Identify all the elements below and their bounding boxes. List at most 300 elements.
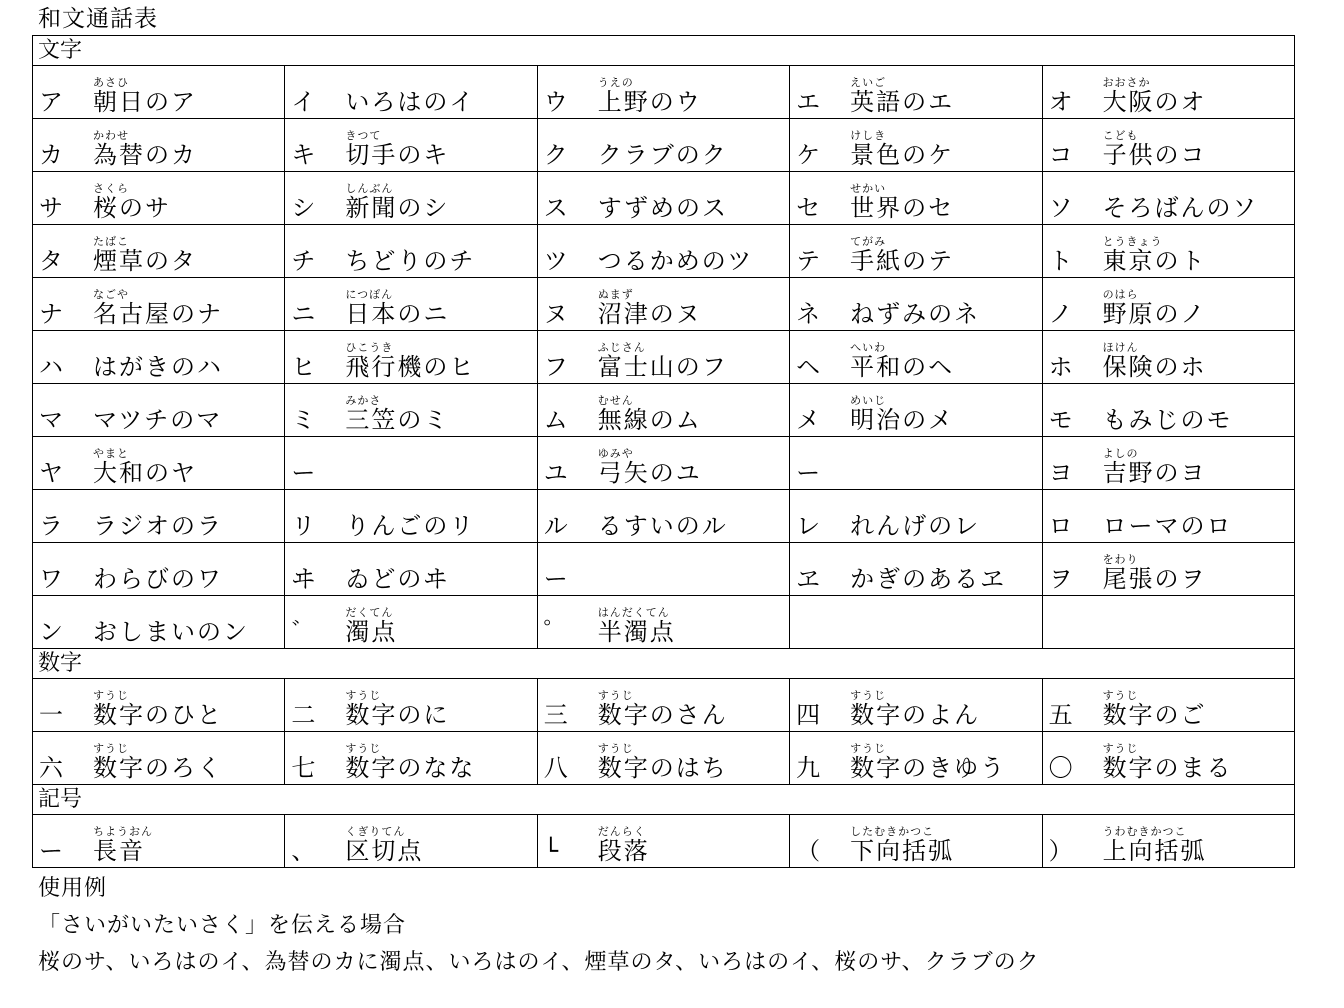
code-cell [1042,437,1294,490]
kana-character: キ [291,141,316,169]
code-word: 数字のろく [93,754,223,782]
kana-character: ） [1048,837,1073,865]
code-cell [1042,119,1294,172]
code-word-group [93,76,197,117]
code-cell [537,596,789,649]
code-word: 野原のノ [1102,300,1207,328]
kana-character: エ [796,88,821,116]
kana-character: ス [543,194,568,222]
code-word: 東京のト [1102,247,1207,275]
code-word-group [1102,341,1207,382]
kana-character: リ [291,512,316,540]
code-word-group [93,288,223,329]
code-word-group [345,689,450,730]
table-row [33,437,1295,490]
code-word: 景色のケ [850,141,955,169]
code-word: 数字のまる [1102,754,1233,782]
code-word: 大阪のオ [1102,88,1207,116]
code-word: 大和のヤ [93,459,197,487]
kana-character: ア [39,88,63,116]
kana-character: ツ [543,247,568,275]
furigana-reading: うえの [597,76,634,89]
code-cell [790,384,1042,437]
furigana-reading: みかさ [345,394,382,407]
code-cell [790,331,1042,384]
code-cell [285,331,537,384]
code-word-group [597,76,702,117]
code-word: 切手のキ [345,141,450,169]
code-word: 為替のカ [93,141,197,169]
code-cell [1042,596,1294,649]
code-cell [790,225,1042,278]
code-word: はがきのハ [93,353,223,381]
code-cell [1042,679,1294,732]
kana-character: ム [543,406,568,434]
code-word-group [345,288,450,329]
code-word-group [1103,405,1233,435]
code-word-group [93,405,222,435]
kana-character: ヌ [543,300,568,328]
code-cell [537,815,789,868]
kana-character: ル [543,512,568,540]
code-word: 下向括弧 [850,837,955,865]
code-cell [537,331,789,384]
code-cell [790,679,1042,732]
table-row [33,679,1295,732]
code-word-group [93,825,153,866]
furigana-reading: こども [1102,129,1139,142]
code-cell [537,543,789,596]
code-cell [33,596,285,649]
kana-character: ユ [543,459,568,487]
table-row [33,119,1295,172]
code-word-group [1102,825,1207,866]
code-word-group [850,341,955,382]
kana-character: （ [796,837,821,865]
code-cell [790,278,1042,331]
code-word-group [598,511,728,541]
kana-character: タ [39,247,63,275]
table-row [33,331,1295,384]
table-row [33,543,1295,596]
code-word: つるかめのツ [597,247,754,275]
code-word-group [93,742,223,783]
code-cell [33,331,285,384]
code-word-group [1102,76,1207,117]
code-word-group [345,246,475,276]
furigana-reading: ふじさん [597,341,646,354]
kana-character: ウ [543,88,568,116]
code-word-group [345,394,450,435]
furigana-reading: むせん [597,394,634,407]
code-cell [537,225,789,278]
furigana-reading: へいわ [850,341,887,354]
code-word: 上野のウ [597,88,702,116]
code-word-group [597,341,728,382]
code-word-group [850,76,955,117]
kana-character: イ [291,88,316,116]
furigana-reading: えいご [850,76,887,89]
code-word: 煙草のタ [93,247,197,275]
code-word: 濁点 [345,618,398,646]
code-word: 子供のコ [1102,141,1207,169]
code-word-group [597,447,702,488]
code-word-group [850,742,1007,783]
code-word-group [850,299,980,329]
table-row [33,278,1295,331]
furigana-reading: せかい [850,182,887,195]
kana-character: レ [796,512,821,540]
code-word: 吉野のヨ [1102,459,1207,487]
usage-example [38,870,1040,981]
code-cell [285,437,537,490]
code-word: 数字のなな [345,754,476,782]
kana-character: ヒ [291,353,316,381]
code-word-group [1102,129,1207,170]
code-cell [790,437,1042,490]
code-word: かぎのあるヱ [850,565,1007,593]
kana-character: 四 [796,701,821,729]
code-word: すずめのス [597,194,729,222]
kana-character: テ [796,247,821,275]
kana-character: チ [291,247,316,275]
code-word-group [93,447,197,488]
kana-character: ミ [291,406,316,434]
code-word-group [850,235,955,276]
furigana-reading: はんだくてん [597,606,670,619]
table-row [33,732,1295,785]
code-cell [1042,384,1294,437]
furigana-reading: のはら [1102,288,1139,301]
code-word: 上向括弧 [1102,837,1207,865]
code-word: 半濁点 [597,618,676,646]
kana-character: ロ [1048,512,1073,540]
code-word-group [850,511,980,541]
code-word-group [598,246,754,276]
code-word: 数字のはち [597,754,728,782]
code-word: 数字のご [1102,701,1207,729]
kana-character: フ [543,353,568,381]
code-cell [1042,66,1294,119]
code-word: れんげのレ [850,512,981,540]
kana-character: ト [1048,247,1073,275]
code-cell [285,384,537,437]
code-word: 世界のセ [850,194,955,222]
code-word: ラジオのラ [93,512,223,540]
code-word: るすいのル [597,512,728,540]
code-cell [790,66,1042,119]
code-word: 明治のメ [850,406,955,434]
code-cell [33,278,285,331]
kana-character: ヲ [1048,565,1073,593]
code-word: 数字のさん [597,701,728,729]
code-word-group [93,352,223,382]
furigana-reading: すうじ [345,689,382,702]
code-word-group [93,235,197,276]
furigana-reading: おおさか [1102,76,1151,89]
table-row [33,66,1295,119]
code-cell [285,732,537,785]
code-word: 段落 [597,837,650,865]
kana-character: ヘ [796,353,821,381]
code-word: 数字のきゆう [850,754,1007,782]
usage-spelled-text: 桜のサ、いろはのイ、為替のカに濁点、いろはのイ、煙草のタ、いろはのイ、桜のサ、クラブのク [38,950,1040,975]
furigana-reading: やまと [93,447,129,460]
code-cell [285,679,537,732]
code-cell [1042,543,1294,596]
code-word-group [345,87,475,117]
code-word-group [345,825,424,866]
code-word-group [345,129,450,170]
section-header-row [33,785,1295,815]
table-row [33,225,1295,278]
kana-character: 三 [543,701,568,729]
code-cell [537,384,789,437]
code-word-group [1103,511,1233,541]
code-cell [537,732,789,785]
section-header: 記号 [33,785,1295,815]
usage-heading: 使用例 [38,876,108,901]
code-word-group [850,564,1006,594]
furigana-reading: すうじ [1102,742,1139,755]
kana-character: マ [39,406,63,434]
kana-character: コ [1048,141,1073,169]
kana-character: ヨ [1048,459,1073,487]
code-cell [790,543,1042,596]
code-word-group [93,564,223,594]
code-cell [285,278,537,331]
kana-character: └ [543,837,559,865]
kana-character: ケ [796,141,821,169]
furigana-reading: すうじ [345,742,382,755]
page-title: 和文通話表 [38,6,158,32]
kana-character: 二 [291,701,316,729]
kana-character: ー [796,459,821,487]
code-word-group [93,129,197,170]
code-word-group [345,182,450,223]
kana-character: 一 [39,701,63,729]
code-word-group [597,825,650,866]
code-word: 富士山のフ [597,353,728,381]
code-word-group [1102,742,1233,783]
kana-character: 八 [543,754,568,782]
code-word: りんごのリ [345,512,476,540]
code-cell [537,437,789,490]
kana-character: ヱ [796,565,821,593]
code-word-group [345,341,476,382]
furigana-reading: をわり [1102,553,1139,566]
furigana-reading: ぬまず [597,288,634,301]
code-word-group [1102,288,1207,329]
code-word: 数字のよん [850,701,981,729]
kana-character: ハ [39,353,63,381]
code-cell [33,815,285,868]
code-word-group [93,182,171,223]
kana-character: メ [796,406,821,434]
code-word: 保険のホ [1102,353,1207,381]
code-word-group [93,511,223,541]
furigana-reading: したむきかつこ [850,825,935,838]
furigana-reading: すうじ [597,689,634,702]
furigana-reading: ひこうき [345,341,394,354]
code-word: 数字のひと [93,701,223,729]
kana-character: ソ [1048,194,1073,222]
code-word-group [345,564,449,594]
code-word: 英語のエ [850,88,955,116]
code-word-group [1102,235,1207,276]
code-cell [33,437,285,490]
code-cell [1042,490,1294,543]
code-cell [1042,732,1294,785]
code-word: いろはのイ [345,88,476,116]
kana-character: ナ [39,300,63,328]
furigana-reading: だんらく [597,825,646,838]
code-word: わらびのワ [93,565,223,593]
kana-character: モ [1048,406,1073,434]
kana-character: 七 [291,754,316,782]
kana-character: 五 [1048,701,1073,729]
code-word-group [345,606,398,647]
code-word: おしまいのン [93,618,249,646]
furigana-reading: しんぶん [345,182,394,195]
code-word-group [850,825,955,866]
kana-character: ネ [796,300,821,328]
code-cell [537,66,789,119]
furigana-reading: すうじ [93,689,129,702]
kana-character: シ [291,194,316,222]
code-cell [285,543,537,596]
kana-character: ー [39,837,63,865]
furigana-reading: けしき [850,129,887,142]
code-cell [790,172,1042,225]
furigana-reading: たばこ [93,235,129,248]
kana-character: 、 [291,837,316,865]
section-header-row [33,649,1295,679]
code-word: 新聞のシ [345,194,450,222]
code-cell [1042,331,1294,384]
kana-character: ク [543,141,568,169]
code-word-group [345,742,476,783]
code-word: 無線のム [597,406,702,434]
code-word: 沼津のヌ [597,300,702,328]
code-word-group [598,193,728,223]
code-word-group [1102,553,1207,594]
code-cell [790,119,1042,172]
code-cell [33,66,285,119]
kana-character: セ [796,194,821,222]
furigana-reading: あさひ [93,76,129,89]
code-word: 長音 [93,837,145,865]
code-cell [285,225,537,278]
furigana-reading: めいじ [850,394,887,407]
kana-character: 〇 [1048,754,1073,782]
code-cell [285,490,537,543]
code-cell [33,490,285,543]
kana-character: ゛ [291,618,316,646]
code-word: もみじのモ [1102,406,1233,434]
furigana-reading: すうじ [850,742,887,755]
code-word: 尾張のヲ [1102,565,1207,593]
code-word-group [850,689,981,730]
kana-character: サ [39,194,63,222]
furigana-reading: てがみ [850,235,887,248]
code-cell [33,225,285,278]
section-header: 文字 [33,36,1295,66]
code-word: ちどりのチ [345,247,476,275]
code-cell [1042,815,1294,868]
code-cell [285,119,537,172]
furigana-reading: ほけん [1102,341,1139,354]
code-cell [1042,225,1294,278]
code-word: 手紙のテ [850,247,955,275]
furigana-reading: すうじ [597,742,634,755]
kana-character: ホ [1048,353,1073,381]
code-word-group [93,689,223,730]
code-cell [1042,172,1294,225]
code-cell [790,732,1042,785]
code-word: 名古屋のナ [93,300,223,328]
kana-character: ラ [39,512,63,540]
furigana-reading: すうじ [850,689,887,702]
furigana-reading: すうじ [93,742,129,755]
kana-character: 九 [796,754,821,782]
table-row [33,172,1295,225]
furigana-reading: につぽん [345,288,394,301]
code-word-group [1102,447,1207,488]
furigana-reading: よしの [1102,447,1139,460]
kana-character: ワ [39,565,63,593]
section-header-row [33,36,1295,66]
kana-character: オ [1048,88,1073,116]
furigana-reading: ちようおん [93,825,153,838]
code-cell [790,815,1042,868]
kana-character: ヤ [39,459,63,487]
furigana-reading: きつて [345,129,382,142]
code-word: そろばんのソ [1102,194,1259,222]
code-cell [285,66,537,119]
code-cell [537,278,789,331]
code-cell [790,596,1042,649]
code-cell [285,815,537,868]
code-cell [33,732,285,785]
furigana-reading: なごや [93,288,129,301]
code-word-group [850,129,955,170]
kana-character: ー [543,565,568,593]
phonetic-code-table [32,35,1295,868]
code-word-group [598,140,728,170]
table-row [33,596,1295,649]
code-word-group [597,742,728,783]
kana-character: 六 [39,754,63,782]
furigana-reading: とうきょう [1102,235,1163,248]
code-word: ねずみのネ [850,300,981,328]
kana-character: ゜ [543,618,568,646]
section-header: 数字 [33,649,1295,679]
code-cell [33,172,285,225]
code-word: 区切点 [345,837,424,865]
code-word-group [850,182,955,223]
table-row [33,815,1295,868]
code-cell [33,119,285,172]
code-word: 平和のヘ [850,353,955,381]
furigana-reading: だくてん [345,606,394,619]
code-cell [285,172,537,225]
kana-character: ン [39,618,63,646]
kana-character: ヰ [291,565,316,593]
code-word-group [597,689,728,730]
code-word-group [1103,193,1259,223]
code-cell [537,679,789,732]
